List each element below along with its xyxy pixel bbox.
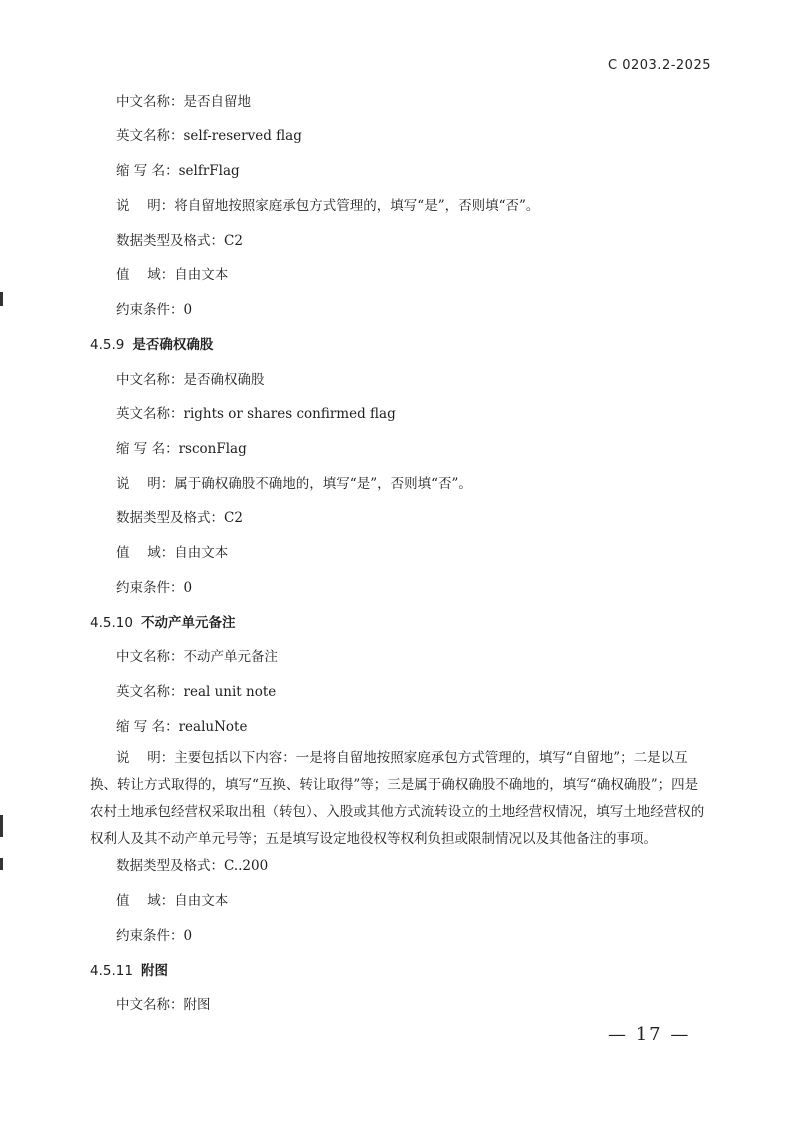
section-heading (90, 962, 168, 980)
section-title: 是否确权确股 (132, 337, 214, 353)
field-description: 说 明：将自留地按照家庭承包方式管理的，填写“是”，否则填“否”。 (116, 198, 540, 214)
standard-code: C 0203.2-2025 (608, 58, 711, 73)
field-abbr: 缩 写 名：realuNote (116, 719, 248, 735)
section-number: 4.5.9 (90, 337, 125, 353)
section-title: 附图 (140, 963, 168, 979)
page-number: — 17 — (608, 1024, 691, 1045)
section-number: 4.5.11 (90, 963, 133, 979)
field-constraint: 约束条件：0 (116, 302, 193, 318)
field-cn-name: 中文名称：是否自留地 (116, 94, 251, 110)
field-domain: 值 域：自由文本 (116, 267, 229, 283)
field-cn-name: 中文名称：附图 (116, 997, 211, 1013)
scan-edge-mark (0, 815, 3, 837)
field-data-type: 数据类型及格式：C2 (116, 233, 243, 249)
field-domain: 值 域：自由文本 (116, 545, 229, 561)
section-heading (90, 336, 213, 354)
field-cn-name: 中文名称：不动产单元备注 (116, 649, 278, 665)
field-cn-name: 中文名称：是否确权确股 (116, 372, 265, 388)
scan-edge-mark (0, 858, 3, 870)
field-abbr: 缩 写 名：rsconFlag (116, 441, 247, 457)
field-description: 说 明：属于确权确股不确地的，填写“是”，否则填“否”。 (116, 476, 472, 492)
section-heading (90, 614, 235, 632)
field-en-name: 英文名称：real unit note (116, 684, 277, 700)
scan-edge-mark (0, 292, 3, 306)
field-en-name: 英文名称：self-reserved flag (116, 128, 302, 144)
field-constraint: 约束条件：0 (116, 928, 193, 944)
section-title: 不动产单元备注 (140, 615, 236, 631)
field-data-type: 数据类型及格式：C2 (116, 510, 243, 526)
field-data-type: 数据类型及格式：C..200 (116, 858, 269, 874)
field-en-name: 英文名称：rights or shares confirmed flag (116, 406, 396, 422)
field-domain: 值 域：自由文本 (116, 893, 229, 909)
field-constraint: 约束条件：0 (116, 580, 193, 596)
field-description: 说 明：主要包括以下内容：一是将自留地按照家庭承包方式管理的，填写“自留地”；二是以互换、转让方式取得的，填写“互换、转让取得”等；三是属于确权确股不确地的，填写“确权确股”；四是农村土地承包经营权采取出租（转包）、入股或其他方式流转设立的土地经营权情况，填写土地经营权的权利人及其不动产单元号等；五是填写设定地役权等权利负担或限制情况以及其他备注的事项。 (90, 750, 705, 847)
field-abbr: 缩 写 名：selfrFlag (116, 163, 240, 179)
section-number: 4.5.10 (90, 615, 133, 631)
